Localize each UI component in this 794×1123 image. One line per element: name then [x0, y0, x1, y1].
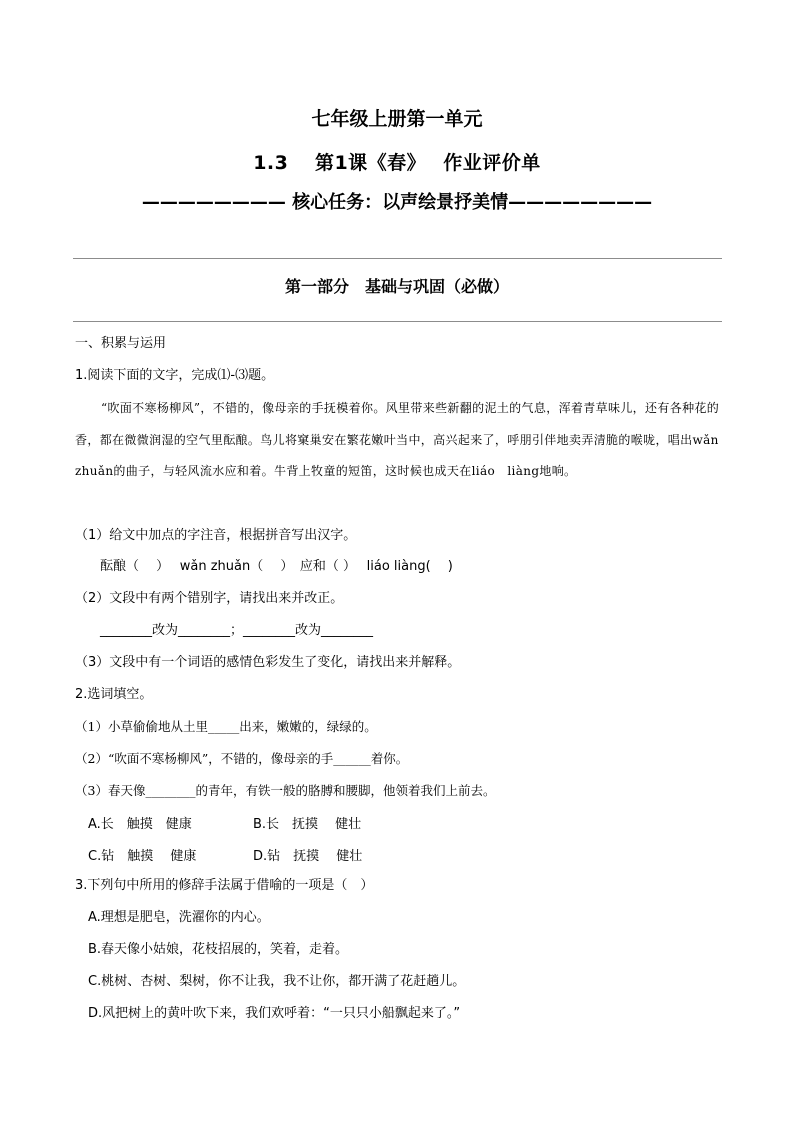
- section-title: 第一部分 基础与巩固（必做）: [284, 277, 509, 296]
- question-3-option-b: B.春天像小姑娘，花枝招展的，笑着，走着。: [88, 942, 349, 957]
- lesson-title: 1.3 第1课《春》 作业评价单: [253, 152, 541, 174]
- question-1-sub-1: （1）给文中加点的字注音，根据拼音写出汉字。: [75, 528, 357, 543]
- bottom-divider: [73, 321, 722, 322]
- question-2-sentence-3: （3）春天像________的青年，有铁一般的胳膊和腰脚，他领着我们上前去。: [75, 783, 496, 798]
- question-1-sub-3: （3）文段中有一个词语的感情色彩发生了变化，请找出来并解释。: [75, 655, 461, 670]
- question-2-option-d: D.钻 抚摸 健壮: [253, 849, 363, 864]
- reading-passage: “吹面不寒杨柳风”，不错的，像母亲的手抚模着你。风里带来些新翻的泥土的气息，浑着青草味儿，还有各种花的香，都在微微润湿的空气里酝酿。鸟儿将窠巢安在繁花嫩叶当中，高兴起来了，呼朋引伴地卖弄清脆的喉咙，唱出wǎn zhuǎn的曲子，与轻风流水应和着。牛背上牧童的短笛，这时候也成天在liáo liàng地响。: [75, 401, 732, 478]
- question-2-option-a: A.长 触摸 健康: [88, 817, 192, 832]
- document-title: 七年级上册第一单元: [311, 108, 483, 130]
- question-1-sub-1-blanks: 酝酿（ ） wǎn zhuǎn（ ） 应和（ ） liáo liàng( ): [100, 559, 453, 574]
- question-3-option-c: C.桃树、杏树、梨树，你不让我，我不让你，都开满了花赶趟儿。: [88, 974, 466, 989]
- question-2-option-c: C.钻 触摸 健康: [88, 849, 197, 864]
- question-2-stem: 2.选词填空。: [75, 687, 153, 702]
- part-heading: 一、积累与运用: [75, 336, 167, 351]
- question-1-sub-2: （2）文段中有两个错别字，请找出来并改正。: [75, 591, 344, 606]
- question-2-option-b: B.长 抚摸 健壮: [253, 817, 362, 832]
- question-2-sentence-1: （1）小草偷偷地从土里_____出来，嫩嫩的，绿绿的。: [75, 719, 377, 734]
- question-3-stem: 3.下列句中所用的修辞手法属于借喻的一项是（ ）: [75, 878, 374, 893]
- question-1-stem: 1.阅读下面的文字，完成⑴-⑶题。: [75, 368, 275, 383]
- question-3-option-d: D.风把树上的黄叶吹下来，我们欢呼着：“一只只小船飘起来了。”: [88, 1006, 461, 1021]
- top-divider: [73, 258, 722, 259]
- core-task-banner: ———————— 核心任务：以声绘景抒美情————————: [141, 192, 653, 213]
- question-2-sentence-2: （2）“吹面不寒杨柳风”，不错的，像母亲的手______着你。: [75, 751, 409, 766]
- question-3-option-a: A.理想是肥皂，洗濯你的内心。: [88, 910, 270, 925]
- question-1-sub-2-blanks: ________改为________；________改为________: [100, 623, 374, 638]
